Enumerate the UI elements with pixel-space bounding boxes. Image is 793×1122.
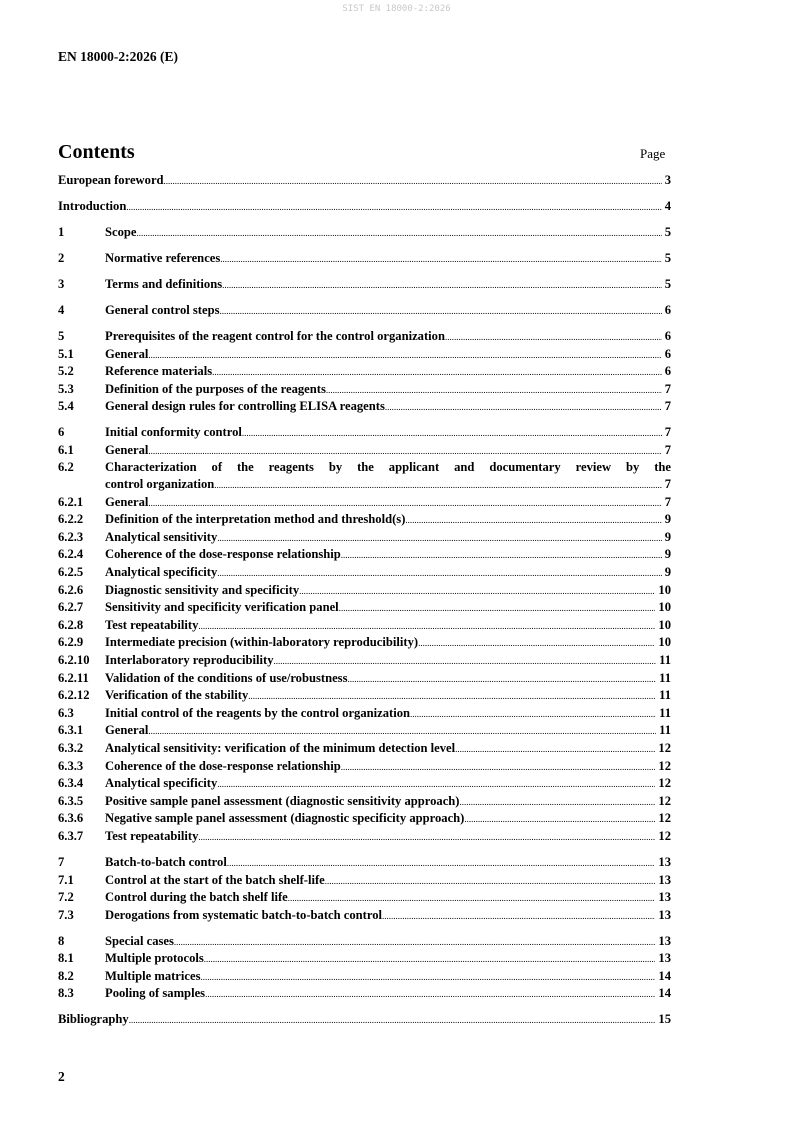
toc-entry-page: 6 xyxy=(664,346,671,361)
toc-entry-title: European foreword xyxy=(58,173,164,187)
dot-leader xyxy=(227,855,656,872)
dot-leader xyxy=(385,399,662,416)
dot-leader xyxy=(382,908,655,925)
toc-entry-page: 7 xyxy=(664,494,671,509)
toc-entry-title: Reference materials xyxy=(105,364,213,379)
dot-leader xyxy=(339,600,656,617)
dot-leader xyxy=(148,443,661,460)
dot-leader xyxy=(136,225,661,242)
toc-entry-number: 6.3.6 xyxy=(58,811,84,826)
toc-entry-line xyxy=(58,442,671,460)
toc-entry-number: 6.2.5 xyxy=(58,565,84,580)
toc-entry-title: Positive sample panel assessment (diagnostic sensitivity approach) xyxy=(105,793,460,808)
toc-entry-number: 6.2 xyxy=(58,460,74,475)
toc-entry-page: 6 xyxy=(664,302,671,317)
toc-entry-page: 13 xyxy=(658,890,671,905)
toc-entry[interactable] xyxy=(58,1011,671,1029)
toc-entry-line xyxy=(58,907,671,925)
toc-entry-title: Terms and definitions xyxy=(105,276,223,291)
toc-entry[interactable] xyxy=(58,328,671,346)
toc-entry-title: Intermediate precision (within-laboratory reproducibility) xyxy=(105,635,419,650)
toc-entry-page: 7 xyxy=(664,477,671,492)
toc-entry-number: 4 xyxy=(58,302,65,317)
dot-leader xyxy=(455,741,655,758)
toc-entry-title: Multiple matrices xyxy=(105,968,201,983)
toc-entry[interactable] xyxy=(58,968,671,986)
toc-entry-title: Negative sample panel assessment (diagnostic specificity approach) xyxy=(105,811,465,826)
toc-entry-page: 12 xyxy=(658,811,671,826)
toc-entry-title: Derogations from systematic batch-to-batch control xyxy=(105,907,383,922)
toc-entry-number: 6.3 xyxy=(58,705,74,720)
toc-entry-number: 6.2.9 xyxy=(58,635,84,650)
toc-entry-page: 10 xyxy=(658,582,671,597)
toc-entry[interactable] xyxy=(58,985,671,1003)
document-header: EN 18000-2:2026 (E) xyxy=(58,49,178,64)
toc-entry-page: 13 xyxy=(658,854,671,869)
toc-entry[interactable] xyxy=(58,854,671,872)
toc-entry-line xyxy=(58,950,671,968)
toc-entry-title: Analytical sensitivity: verification of the minimum detection level xyxy=(105,740,456,755)
dot-leader xyxy=(288,890,656,907)
toc-entry-line xyxy=(58,617,671,635)
toc-entry-page: 15 xyxy=(658,1012,671,1027)
toc-entry[interactable] xyxy=(58,529,671,547)
toc-entry-title: Characterization of the reagents by the applicant and documentary review by the xyxy=(105,460,671,475)
toc-entry[interactable] xyxy=(58,363,671,381)
toc-entry-number: 7.3 xyxy=(58,907,74,922)
toc-entry-title: Batch-to-batch control xyxy=(105,854,227,869)
page-number: 2 xyxy=(58,1069,65,1084)
toc-entry-line xyxy=(58,459,671,476)
dot-leader xyxy=(418,635,655,652)
toc-entry-title-continued: control organization xyxy=(105,477,215,492)
toc-entry-number: 6.3.4 xyxy=(58,776,84,791)
toc-entry-title: Validation of the conditions of use/robustness xyxy=(105,670,348,685)
toc-entry-page: 13 xyxy=(658,951,671,966)
dot-leader xyxy=(220,251,661,268)
dot-leader xyxy=(220,303,662,320)
toc-entry[interactable] xyxy=(58,564,671,582)
toc-entry-line xyxy=(58,670,671,688)
toc-entry-number: 6.2.3 xyxy=(58,529,84,544)
dot-leader xyxy=(217,565,661,582)
toc-entry-line xyxy=(58,250,671,268)
toc-entry-title: Initial control of the reagents by the control organization xyxy=(105,705,411,720)
toc-entry-page: 10 xyxy=(658,617,671,632)
toc-entry-number: 5.4 xyxy=(58,399,74,414)
toc-entry-number: 8.1 xyxy=(58,951,74,966)
toc-entry-page: 9 xyxy=(664,547,671,562)
dot-leader xyxy=(217,530,661,547)
toc-entry-line xyxy=(58,302,671,320)
toc-entry-number: 8.2 xyxy=(58,968,74,983)
toc-entry-number: 6.2.10 xyxy=(58,652,90,667)
toc-entry-number: 7 xyxy=(58,854,65,869)
toc-entry[interactable] xyxy=(58,705,671,723)
toc-entry-title: General control steps xyxy=(105,302,220,317)
toc-entry[interactable] xyxy=(58,459,671,493)
toc-entry-page: 12 xyxy=(658,740,671,755)
toc-entry-page: 6 xyxy=(664,328,671,343)
toc-entry-line xyxy=(58,872,671,890)
dot-leader xyxy=(222,277,662,294)
toc-entry-line xyxy=(58,1011,671,1029)
toc-entry-line xyxy=(58,363,671,381)
toc-entry[interactable] xyxy=(58,889,671,907)
toc-entry-number: 6.2.2 xyxy=(58,512,84,527)
toc-entry-title: Test repeatability xyxy=(105,828,199,843)
toc-entry[interactable] xyxy=(58,494,671,512)
toc-entry-number: 6.2.4 xyxy=(58,547,84,562)
toc-entry-line xyxy=(58,968,671,986)
toc-entry-title: Prerequisites of the reagent control for the control organization xyxy=(105,328,445,343)
toc-entry-number: 5.2 xyxy=(58,364,74,379)
toc-entry-line xyxy=(58,198,671,216)
toc-entry-page: 9 xyxy=(664,529,671,544)
toc-entry-title: Test repeatability xyxy=(105,617,199,632)
toc-entry-page: 9 xyxy=(664,512,671,527)
dot-leader xyxy=(200,969,655,986)
toc-entry-number: 6.3.7 xyxy=(58,828,84,843)
dot-leader xyxy=(129,1012,656,1029)
toc-entry-title: General xyxy=(105,346,149,361)
toc-entry-number: 1 xyxy=(58,224,65,239)
page-column-label: Page xyxy=(640,146,666,161)
toc-entry-line xyxy=(58,933,671,951)
dot-leader xyxy=(326,382,662,399)
toc-entry[interactable] xyxy=(58,302,671,320)
toc-entry-line xyxy=(58,828,671,846)
toc-entry-page: 7 xyxy=(664,425,671,440)
toc-entry-title: Bibliography xyxy=(58,1012,129,1027)
toc-entry-line xyxy=(58,705,671,723)
toc-entry-page: 5 xyxy=(664,250,671,265)
toc-entry[interactable] xyxy=(58,250,671,268)
toc-entry-title: Multiple protocols xyxy=(105,951,204,966)
toc-entry[interactable] xyxy=(58,758,671,776)
toc-entry-line xyxy=(58,346,671,364)
toc-entry[interactable] xyxy=(58,224,671,242)
toc-entry-page: 14 xyxy=(658,986,671,1001)
toc-entry-page: 6 xyxy=(664,364,671,379)
table-of-contents xyxy=(58,172,671,1029)
toc-entry-number: 6.1 xyxy=(58,442,74,457)
toc-entry-title: General xyxy=(105,442,149,457)
toc-entry-line xyxy=(58,424,671,442)
toc-entry[interactable] xyxy=(58,276,671,294)
toc-entry-page: 12 xyxy=(658,776,671,791)
dot-leader xyxy=(464,811,655,828)
toc-entry-line xyxy=(58,494,671,512)
toc-entry-title: General xyxy=(105,494,149,509)
toc-entry[interactable] xyxy=(58,442,671,460)
toc-entry-page: 11 xyxy=(659,705,671,720)
toc-entry-line xyxy=(58,793,671,811)
dot-leader xyxy=(242,425,662,442)
toc-entry-number: 6.3.1 xyxy=(58,723,84,738)
toc-entry-page: 5 xyxy=(664,276,671,291)
toc-entry[interactable] xyxy=(58,346,671,364)
toc-entry-number: 5.1 xyxy=(58,346,74,361)
toc-entry-line xyxy=(58,172,671,190)
toc-entry-number: 6.2.1 xyxy=(58,494,84,509)
toc-entry[interactable] xyxy=(58,950,671,968)
toc-entry-title: Analytical specificity xyxy=(105,776,218,791)
toc-entry-line xyxy=(58,546,671,564)
toc-entry-title: Coherence of the dose-response relationship xyxy=(105,758,341,773)
toc-entry-title: Control during the batch shelf life xyxy=(105,890,288,905)
toc-entry[interactable] xyxy=(58,617,671,635)
dot-leader xyxy=(341,759,656,776)
toc-entry-line xyxy=(58,564,671,582)
toc-entry-number: 5 xyxy=(58,328,65,343)
toc-entry-page: 13 xyxy=(658,872,671,887)
toc-entry-page: 12 xyxy=(658,758,671,773)
dot-leader xyxy=(347,671,656,688)
dot-leader xyxy=(325,873,656,890)
watermark: SIST EN 18000-2:2026 xyxy=(342,4,451,14)
toc-entry-line xyxy=(58,687,671,705)
toc-entry-title: Analytical specificity xyxy=(105,565,218,580)
toc-entry-page: 11 xyxy=(659,652,671,667)
toc-entry-line xyxy=(58,985,671,1003)
toc-entry-line xyxy=(58,758,671,776)
dot-leader xyxy=(405,512,661,529)
toc-entry-number: 6 xyxy=(58,425,65,440)
toc-entry-title: Special cases xyxy=(105,933,174,948)
toc-entry-number: 6.2.8 xyxy=(58,617,84,632)
toc-entry-page: 12 xyxy=(658,828,671,843)
dot-leader xyxy=(205,986,655,1003)
dot-leader xyxy=(299,583,655,600)
toc-entry-number: 2 xyxy=(58,250,65,265)
dot-leader xyxy=(248,688,656,705)
toc-entry-line xyxy=(58,775,671,793)
dot-leader xyxy=(445,329,662,346)
toc-entry-line xyxy=(58,381,671,399)
toc-entry[interactable] xyxy=(58,810,671,828)
toc-entry-line xyxy=(58,582,671,600)
dot-leader xyxy=(198,829,655,846)
toc-entry[interactable] xyxy=(58,546,671,564)
toc-entry[interactable] xyxy=(58,872,671,890)
toc-entry[interactable] xyxy=(58,907,671,925)
toc-entry-page: 13 xyxy=(658,907,671,922)
toc-entry-page: 12 xyxy=(658,793,671,808)
toc-entry-title: Interlaboratory reproducibility xyxy=(105,652,274,667)
dot-leader xyxy=(204,951,656,968)
dot-leader xyxy=(198,618,655,635)
toc-entry-title: Analytical sensitivity xyxy=(105,529,218,544)
toc-entry[interactable] xyxy=(58,687,671,705)
toc-entry-number: 8.3 xyxy=(58,986,74,1001)
toc-entry[interactable] xyxy=(58,933,671,951)
dot-leader xyxy=(164,173,662,190)
toc-entry-line xyxy=(58,529,671,547)
toc-entry-title: General design rules for controlling ELISA reagents xyxy=(105,399,385,414)
toc-entry[interactable] xyxy=(58,198,671,216)
toc-entry-number: 7.1 xyxy=(58,872,74,887)
toc-entry-line xyxy=(58,476,671,494)
toc-entry-number: 6.3.2 xyxy=(58,740,84,755)
toc-entry-title: Sensitivity and specificity verification panel xyxy=(105,600,339,615)
toc-entry-title: Diagnostic sensitivity and specificity xyxy=(105,582,300,597)
toc-entry[interactable] xyxy=(58,670,671,688)
toc-entry-line xyxy=(58,511,671,529)
toc-entry-title: Pooling of samples xyxy=(105,986,206,1001)
toc-entry-number: 6.2.7 xyxy=(58,600,84,615)
dot-leader xyxy=(410,706,656,723)
toc-entry[interactable] xyxy=(58,740,671,758)
toc-entry-title: Coherence of the dose-response relationship xyxy=(105,547,341,562)
toc-entry-line xyxy=(58,854,671,872)
dot-leader xyxy=(217,776,655,793)
toc-entry-page: 13 xyxy=(658,933,671,948)
toc-entry-line xyxy=(58,722,671,740)
toc-entry[interactable] xyxy=(58,775,671,793)
toc-entry-title: General xyxy=(105,723,149,738)
toc-entry-number: 7.2 xyxy=(58,890,74,905)
toc-entry[interactable] xyxy=(58,634,671,652)
toc-entry[interactable] xyxy=(58,381,671,399)
dot-leader xyxy=(274,653,657,670)
toc-entry-line xyxy=(58,889,671,907)
toc-entry-line xyxy=(58,599,671,617)
toc-entry-line xyxy=(58,276,671,294)
toc-entry-number: 3 xyxy=(58,276,65,291)
toc-entry-page: 14 xyxy=(658,968,671,983)
toc-entry-page: 7 xyxy=(664,399,671,414)
toc-entry-line xyxy=(58,328,671,346)
toc-entry-line xyxy=(58,810,671,828)
toc-entry-number: 6.3.5 xyxy=(58,793,84,808)
toc-entry-title: Initial conformity control xyxy=(105,425,242,440)
dot-leader xyxy=(174,934,655,951)
dot-leader xyxy=(148,495,661,512)
toc-entry[interactable] xyxy=(58,424,671,442)
toc-entry[interactable] xyxy=(58,398,671,416)
toc-entry-page: 11 xyxy=(659,688,671,703)
toc-entry-page: 10 xyxy=(658,600,671,615)
toc-entry-number: 8 xyxy=(58,933,65,948)
contents-title: Contents xyxy=(58,141,135,163)
toc-entry-number: 6.2.12 xyxy=(58,688,90,703)
toc-entry-title: Scope xyxy=(105,224,137,239)
toc-entry-number: 6.2.6 xyxy=(58,582,84,597)
toc-entry-title: Normative references xyxy=(105,250,221,265)
toc-entry-title: Control at the start of the batch shelf-life xyxy=(105,872,325,887)
toc-entry[interactable] xyxy=(58,828,671,846)
toc-entry-page: 11 xyxy=(659,670,671,685)
toc-entry-page: 10 xyxy=(658,635,671,650)
toc-entry-title: Definition of the purposes of the reagents xyxy=(105,381,326,396)
dot-leader xyxy=(214,477,661,494)
toc-entry-page: 7 xyxy=(664,442,671,457)
toc-entry-line xyxy=(58,398,671,416)
toc-entry-page: 4 xyxy=(664,198,671,213)
toc-entry-page: 3 xyxy=(664,173,671,187)
toc-entry-page: 11 xyxy=(659,723,671,738)
toc-entry-number: 6.2.11 xyxy=(58,670,89,685)
toc-entry[interactable] xyxy=(58,722,671,740)
toc-entry-number: 6.3.3 xyxy=(58,758,84,773)
dot-leader xyxy=(148,347,661,364)
toc-entry-line xyxy=(58,224,671,242)
toc-entry-line xyxy=(58,652,671,670)
toc-entry[interactable] xyxy=(58,582,671,600)
dot-leader xyxy=(148,723,656,740)
toc-entry[interactable] xyxy=(58,793,671,811)
dot-leader xyxy=(212,364,662,381)
toc-entry[interactable] xyxy=(58,172,671,190)
dot-leader xyxy=(460,794,656,811)
toc-entry-page: 7 xyxy=(664,381,671,396)
toc-entry-title: Verification of the stability xyxy=(105,688,249,703)
toc-entry-number: 5.3 xyxy=(58,381,74,396)
toc-entry-page: 9 xyxy=(664,565,671,580)
toc-entry-line xyxy=(58,740,671,758)
dot-leader xyxy=(341,547,662,564)
toc-entry-title: Introduction xyxy=(58,198,127,213)
toc-entry-line xyxy=(58,634,671,652)
toc-entry-page: 5 xyxy=(664,224,671,239)
toc-entry-title: Definition of the interpretation method and threshold(s) xyxy=(105,512,406,527)
dot-leader xyxy=(126,199,661,216)
toc-entry[interactable] xyxy=(58,652,671,670)
toc-entry[interactable] xyxy=(58,599,671,617)
toc-entry[interactable] xyxy=(58,511,671,529)
